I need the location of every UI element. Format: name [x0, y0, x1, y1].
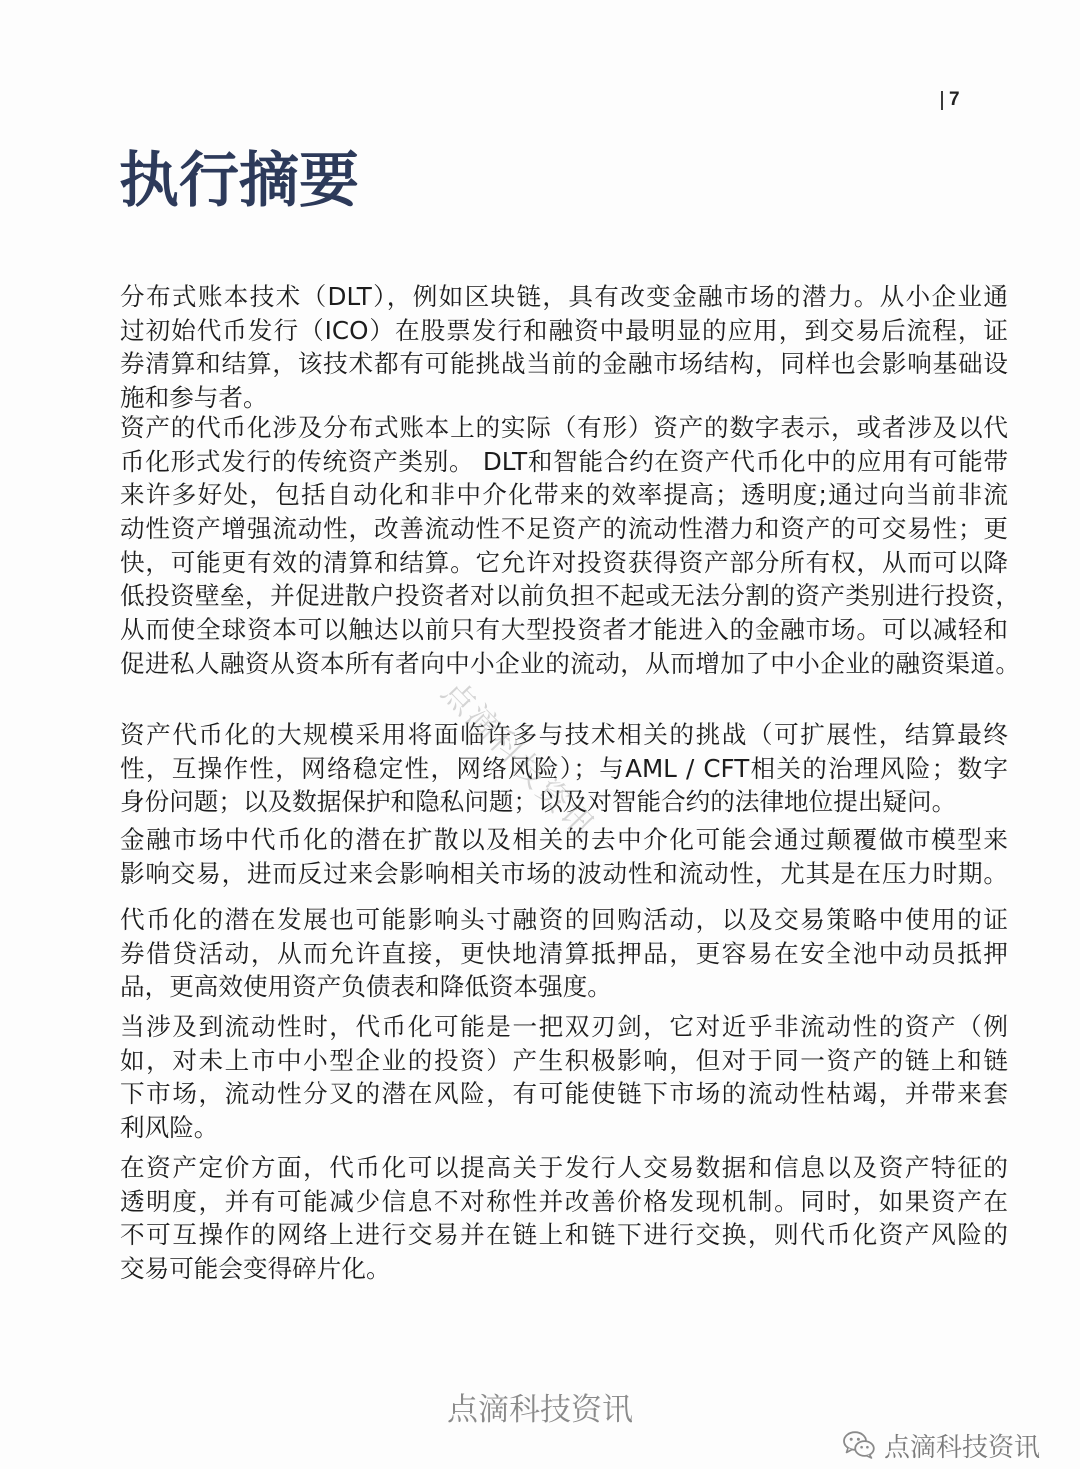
wechat-icon — [842, 1430, 876, 1460]
page-number-value: 7 — [949, 89, 960, 110]
paragraph-3 — [120, 718, 1008, 819]
text-line: 下市场，流动性分叉的潜在风险，有可能使链下市场的流动性枯竭，并带来套 — [120, 1079, 1008, 1109]
paragraph-1 — [120, 280, 1008, 415]
text-line: 快，可能更有效的清算和结算。它允许对投资获得资产部分所有权，从而可以降 — [120, 547, 1008, 577]
page-number-divider — [941, 91, 943, 110]
text-line: 过初始代币发行（ICO）在股票发行和融资中最明显的应用，到交易后流程，证 — [120, 315, 1008, 345]
text-line: 交易可能会变得碎片化。 — [120, 1254, 391, 1284]
text-line: 不可互操作的网络上进行交易并在链上和链下进行交换，则代币化资产风险的 — [120, 1220, 1008, 1250]
brand-label: 点滴科技资讯 — [884, 1432, 1041, 1463]
wechat-brand-mark — [842, 1429, 1040, 1461]
text-line: 代币化的潜在发展也可能影响头寸融资的回购活动，以及交易策略中使用的证 — [120, 905, 1008, 934]
text-line: 身份问题；以及数据保护和隐私问题；以及对智能合约的法律地位提出疑问。 — [120, 787, 957, 817]
text-line: 影响交易，进而反过来会影响相关市场的波动性和流动性，尤其是在压力时期。 — [120, 858, 1008, 888]
footer-watermark: 点滴科技资讯 — [447, 1392, 633, 1428]
text-line: 资产代币化的大规模采用将面临许多与技术相关的挑战（可扩展性，结算最终 — [120, 720, 1008, 749]
paragraph-7 — [120, 1151, 1008, 1286]
text-line: 施和参与者。 — [120, 383, 268, 413]
text-line: 利风险。 — [120, 1113, 219, 1143]
text-line: 低投资壁垒，并促进散户投资者对以前负担不起或无法分割的资产类别进行投资， — [120, 581, 1020, 611]
text-line: 动性资产增强流动性，改善流动性不足资产的流动性潜力和资产的可交易性；更 — [120, 514, 1008, 544]
text-line: 券借贷活动，从而允许直接，更快地清算抵押品，更容易在安全池中动员抵押 — [120, 938, 1008, 968]
paragraph-6 — [120, 1010, 1008, 1145]
paragraph-5 — [120, 903, 1008, 1004]
paragraph-4 — [120, 823, 1008, 890]
text-line: 促进私人融资从资本所有者向中小企业的流动，从而增加了中小企业的融资渠道。 — [120, 648, 1020, 678]
text-line: 当涉及到流动性时，代币化可能是一把双刃剑，它对近乎非流动性的资产（例 — [120, 1012, 1008, 1041]
text-line: 从而使全球资本可以触达以前只有大型投资者才能进入的金融市场。可以减轻和 — [120, 615, 1008, 645]
text-line: 在资产定价方面，代币化可以提高关于发行人交易数据和信息以及资产特征的 — [120, 1153, 1008, 1182]
text-line: 如，对未上市中小型企业的投资）产生积极影响，但对于同一资产的链上和链 — [120, 1045, 1008, 1075]
diagonal-watermark: 点滴科技资讯 — [434, 672, 604, 846]
text-line: 分布式账本技术（DLT），例如区块链，具有改变金融市场的潜力。从小企业通 — [120, 282, 1008, 311]
text-line: 性，互操作性，网络稳定性，网络风险）；与AML / CFT相关的治理风险；数字 — [120, 753, 1008, 783]
text-line: 券清算和结算，该技术都有可能挑战当前的金融市场结构，同样也会影响基础设 — [120, 349, 1008, 379]
text-line: 金融市场中代币化的潜在扩散以及相关的去中介化可能会通过颠覆做市模型来 — [120, 825, 1008, 854]
page-title: 执行摘要 — [119, 146, 359, 216]
text-line: 透明度，并有可能减少信息不对称性并改善价格发现机制。同时，如果资产在 — [120, 1186, 1008, 1216]
text-line: 品，更高效使用资产负债表和降低资本强度。 — [120, 972, 612, 1002]
paragraph-2 — [120, 411, 1020, 681]
text-line: 币化形式发行的传统资产类别。 DLT和智能合约在资产代币化中的应用有可能带 — [120, 446, 1008, 476]
page-number — [941, 88, 960, 112]
text-line: 来许多好处，包括自动化和非中介化带来的效率提高；透明度;通过向当前非流 — [120, 480, 1008, 510]
text-line: 资产的代币化涉及分布式账本上的实际（有形）资产的数字表示，或者涉及以代 — [120, 413, 1008, 442]
